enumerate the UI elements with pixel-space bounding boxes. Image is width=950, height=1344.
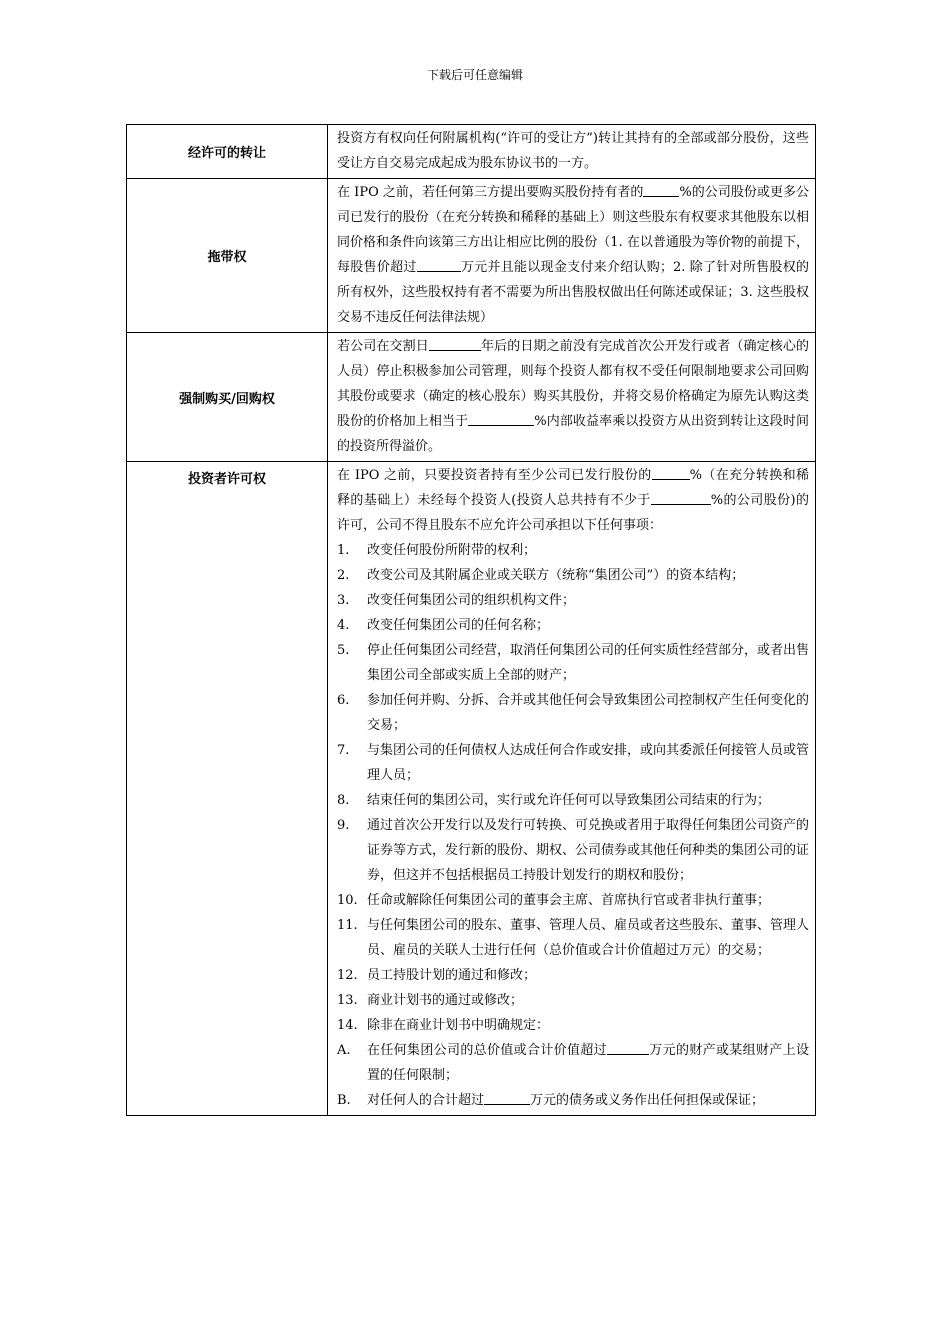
list-item-number: 11. xyxy=(337,918,358,933)
list-item xyxy=(337,1038,809,1088)
drag-along-text-1: 在 IPO 之前，若任何第三方提出要购买股份持有者的 xyxy=(337,185,644,200)
list-item-text xyxy=(367,1088,809,1113)
list-item-number: 5. xyxy=(337,643,350,658)
list-item xyxy=(337,913,809,963)
list-item xyxy=(337,738,809,788)
drag-along-text-3: 万元并且能以现金支付来介绍认购；2. 除了针对所售股权的所有权外，这些股权持有者不需要为所出售股权做出任何陈述或保证；3. 这些股权交易不违反任何法律法规） xyxy=(337,260,809,325)
consent-text-3: %的公司股份)的许可，公司不得且股东不应允许公司承担以下任何事项： xyxy=(337,493,809,533)
list-item xyxy=(337,538,809,563)
blank-line xyxy=(643,182,679,197)
list-item-text: 停止任何集团公司经营，取消任何集团公司的任何实质性经营部分，或者出售集团公司全部或实质上全部的财产； xyxy=(367,643,810,683)
list-item-number: A. xyxy=(337,1043,351,1058)
row-content-drag-along xyxy=(328,179,816,333)
redemption-text-2: 年后的日期之前没有完成首次公开发行或者（确定核心的人员）停止积极参加公司管理，则每个投资人都有权不受任何限制地要求公司回购其股份或要求（确定的核心股东）购买其股份，并将交易价格确定为原先认购这类股份的价格加上相当于 xyxy=(337,339,809,429)
table-row xyxy=(127,462,816,1116)
consent-text-1: 在 IPO 之前，只要投资者持有至少公司已发行股份的 xyxy=(337,468,652,483)
table-row xyxy=(127,333,816,462)
list-item-number: 3. xyxy=(337,593,350,608)
list-item xyxy=(337,613,809,638)
list-item-number: 7. xyxy=(337,743,350,758)
list-item xyxy=(337,1088,809,1113)
page-header: 下载后可任意编辑 xyxy=(426,68,523,82)
blank-line xyxy=(429,336,481,351)
list-item-number: 2. xyxy=(337,568,350,583)
redemption-text-1: 若公司在交割日 xyxy=(337,339,429,354)
list-item-text: 通过首次公开发行以及发行可转换、可兑换或者用于取得任何集团公司资产的证券等方式，发行新的股份、期权、公司债券或其他任何种类的集团公司的证券，但这并不包括根据员工持股计划发行的期权和股份； xyxy=(367,818,810,883)
blank-line xyxy=(651,490,711,505)
list-item-text: 参加任何并购、分拆、合并或其他任何会导致集团公司控制权产生任何变化的交易； xyxy=(367,693,810,733)
row-label-permitted-transfer: 经许可的转让 xyxy=(127,125,328,179)
list-item-number: 4. xyxy=(337,618,350,633)
list-item-text: 改变任何集团公司的组织机构文件； xyxy=(367,593,576,608)
consent-intro xyxy=(337,463,809,538)
consent-text-2: %（在充分转换和稀释的基础上）未经每个投资人(投资人总共持有不少于 xyxy=(337,468,809,508)
list-item-number: 14. xyxy=(337,1018,358,1033)
list-item-number: 1. xyxy=(337,543,350,558)
list-item-number: B. xyxy=(337,1093,351,1108)
list-item-text: 任命或解除任何集团公司的董事会主席、首席执行官或者非执行董事； xyxy=(367,893,771,908)
list-item-text: 改变任何集团公司的任何名称； xyxy=(367,618,550,633)
list-item xyxy=(337,638,809,688)
redemption-text-3: %内部收益率乘以投资方从出资到转让这段时间的投资所得溢价。 xyxy=(337,414,809,454)
list-item-text: 员工持股计划的通过和修改； xyxy=(367,968,537,983)
list-item-number: 8. xyxy=(337,793,350,808)
sub-a-text-2: 万元的财产或某组财产上设置的任何限制； xyxy=(367,1043,809,1083)
blank-line xyxy=(468,411,534,426)
row-label-investor-consent: 投资者许可权 xyxy=(127,462,328,1116)
list-item-number: 12. xyxy=(337,968,358,983)
list-item-number: 10. xyxy=(337,893,358,908)
terms-table xyxy=(126,124,816,1116)
row-label-drag-along: 拖带权 xyxy=(127,179,328,333)
list-item xyxy=(337,788,809,813)
blank-line xyxy=(417,257,461,272)
list-item xyxy=(337,988,809,1013)
list-item-text: 与集团公司的任何债权人达成任何合作或安排，或向其委派任何接管人员或管理人员； xyxy=(367,743,810,783)
list-item xyxy=(337,1013,809,1038)
list-item-text: 与任何集团公司的股东、董事、管理人员、雇员或者这些股东、董事、管理人员、雇员的关联人士进行任何（总价值或合计价值超过万元）的交易； xyxy=(367,918,810,958)
blank-line xyxy=(652,465,690,480)
table-row xyxy=(127,125,816,179)
sub-a-text-1: 在任何集团公司的总价值或合计价值超过 xyxy=(367,1043,607,1058)
drag-along-text-2: %的公司股份或更多公司已发行的股份（在充分转换和稀释的基础上）则这些股东有权要求其他股东以相同价格和条件向该第三方出让相应比例的股份（1. 在以普通股为等价物的前提下，每股售价超过 xyxy=(337,185,809,275)
permitted-transfer-text: 投资方有权向任何附属机构(“许可的受让方”)转让其持有的全部或部分股份，这些受让方自交易完成起成为股东协议书的一方。 xyxy=(337,131,809,171)
list-item-number: 13. xyxy=(337,993,358,1008)
table-row xyxy=(127,179,816,333)
list-item-text xyxy=(367,1038,809,1088)
list-item xyxy=(337,813,809,888)
list-item xyxy=(337,588,809,613)
list-item xyxy=(337,688,809,738)
list-item-text: 改变任何股份所附带的权利； xyxy=(367,543,537,558)
list-item-text: 商业计划书的通过或修改； xyxy=(367,993,524,1008)
row-content-investor-consent xyxy=(328,462,816,1116)
sub-b-text-2: 万元的债务或义务作出任何担保或保证； xyxy=(530,1093,765,1108)
list-item-number: 6. xyxy=(337,693,350,708)
blank-line xyxy=(607,1040,649,1055)
list-item-text: 改变公司及其附属企业或关联方（统称“集团公司”）的资本结构； xyxy=(367,568,745,583)
list-item-text: 除非在商业计划书中明确规定： xyxy=(367,1018,550,1033)
list-item-number: 9. xyxy=(337,818,350,833)
blank-line xyxy=(484,1090,530,1105)
list-item xyxy=(337,963,809,988)
sub-b-text-1: 对任何人的合计超过 xyxy=(367,1093,485,1108)
row-content-redemption xyxy=(328,333,816,462)
list-item xyxy=(337,888,809,913)
consent-items-list xyxy=(337,538,809,1113)
list-item xyxy=(337,563,809,588)
row-content-permitted-transfer xyxy=(328,125,816,179)
row-label-redemption: 强制购买/回购权 xyxy=(127,333,328,462)
list-item-text: 结束任何的集团公司，实行或允许任何可以导致集团公司结束的行为； xyxy=(367,793,771,808)
